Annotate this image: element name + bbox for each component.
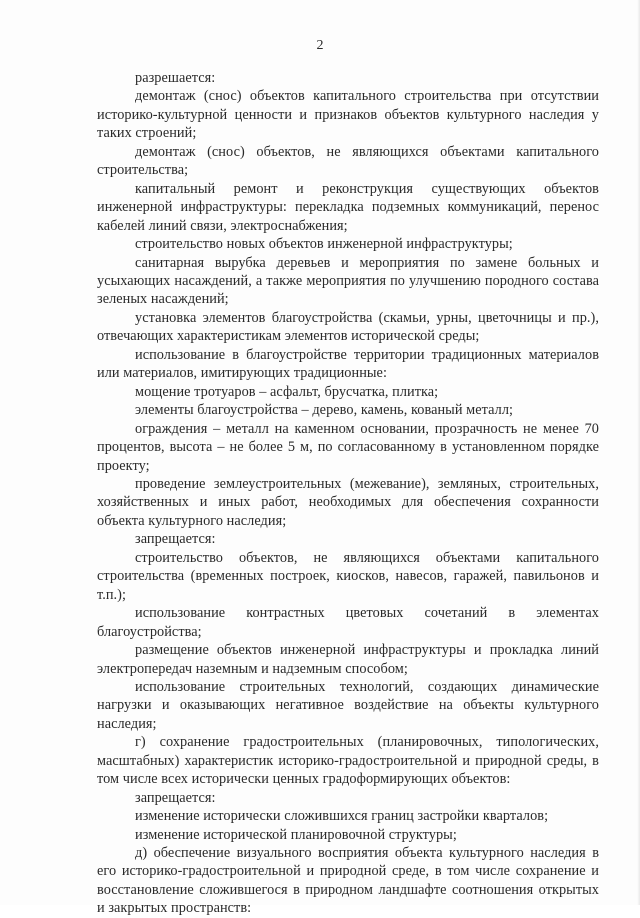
document-body — [97, 69, 599, 918]
paragraph: г) сохранение градостроительных (планировочных, типологических, масштабных) характеристик историко-градостроительной и природной среды, в том числе всех исторически ценных градоформирующих объектов: — [97, 734, 599, 788]
paragraph: размещение объектов инженерной инфраструктуры и прокладка линий электропередач наземным и надземным способом; — [97, 642, 599, 677]
paragraph: использование контрастных цветовых сочетаний в элементах благоустройства; — [97, 605, 599, 640]
paragraph: запрещается: — [135, 531, 216, 548]
paragraph: санитарная вырубка деревьев и мероприятия по замене больных и усыхающих насаждений, а также мероприятия по улучшению породного состава зеленых насаждений; — [97, 254, 599, 308]
paragraph: капитальный ремонт и реконструкция существующих объектов инженерной инфраструктуры: перекладка подземных коммуникаций, перенос кабелей линий связи, электроснабжения; — [97, 180, 599, 234]
paragraph: мощение тротуаров – асфальт, брусчатка, плитка; — [135, 383, 439, 400]
paragraph: проведение землеустроительных (межевание), земляных, строительных, хозяйственных и иных работ, необходимых для обеспечения сохранности объекта культурного наследия; — [97, 475, 599, 529]
paragraph: запрещается: — [135, 789, 216, 806]
paragraph: изменение исторически сложившихся границ застройки кварталов; — [135, 808, 549, 825]
paragraph: использование в благоустройстве территории традиционных материалов или материалов, имитирующих традиционные: — [97, 346, 599, 382]
paragraph: ограждения – металл на каменном основании, прозрачность не менее 70 процентов, высота – не более 5 м, по согласованному в установленном порядке проекту; — [97, 420, 599, 474]
page-number: 2 — [316, 38, 324, 53]
paragraph: установка элементов благоустройства (скамьи, урны, цветочницы и пр.), отвечающих характеристикам элементов исторической среды; — [97, 309, 599, 345]
paragraph: демонтаж (снос) объектов, не являющихся объектами капитального строительства; — [97, 143, 599, 179]
paragraph: строительство объектов, не являющихся объектами капитального строительства (временных построек, киосков, навесов, гаражей, павильонов и т.п.); — [97, 549, 599, 603]
paragraph: элементы благоустройства – дерево, камень, кованый металл; — [135, 402, 514, 419]
paragraph: разрешается: — [135, 70, 216, 86]
paragraph: строительство новых объектов инженерной инфраструктуры; — [135, 236, 513, 253]
paragraph: изменение исторической планировочной структуры; — [135, 826, 457, 843]
paragraph: д) обеспечение визуального восприятия объекта культурного наследия в его историко-градостроительной и природной среде, в том числе сохранение и восстановление сложившегося в природном ландшафте соотношения открытых и закрытых пространств: — [97, 845, 599, 917]
paragraph: использование строительных технологий, создающих динамические нагрузки и оказывающих негативное воздействие на объекты культурного наследия; — [97, 678, 599, 732]
paragraph: демонтаж (снос) объектов капитального строительства при отсутствии историко-культурной ценности и признаков объектов культурного наследия у таких строений; — [97, 88, 599, 142]
